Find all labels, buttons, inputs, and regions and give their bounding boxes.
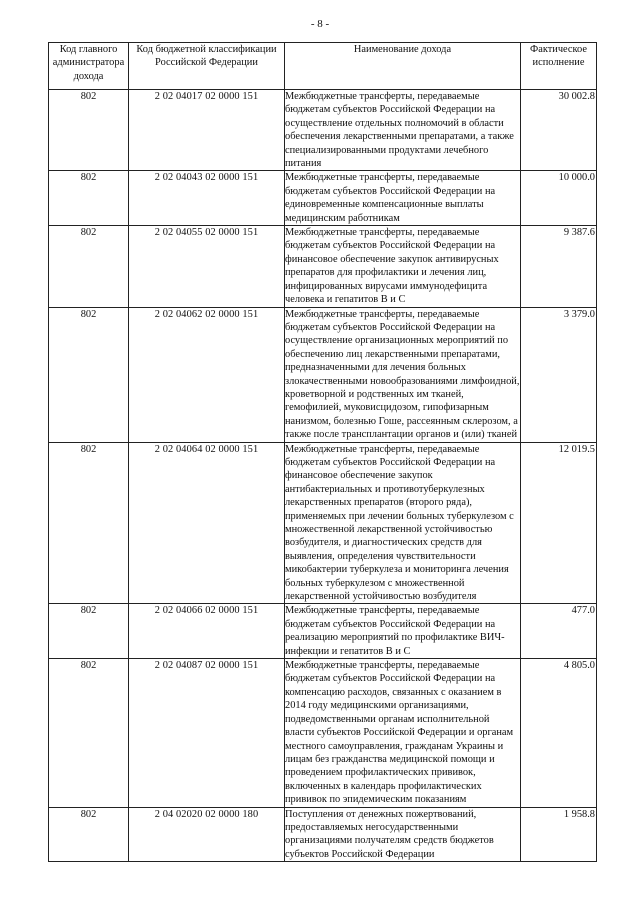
header-kbk-code: Код бюджетной классификации Российской Федерации	[129, 43, 285, 90]
amount-cell	[521, 307, 597, 442]
kbk-code-cell: 2 02 04017 02 0000 151	[129, 90, 285, 171]
amount-value: 477.0	[571, 605, 595, 617]
table-row	[49, 604, 597, 659]
amount-cell	[521, 226, 597, 307]
kbk-code-cell: 2 02 04087 02 0000 151	[129, 659, 285, 807]
admin-code-cell: 802	[49, 226, 129, 307]
admin-code-cell: 802	[49, 442, 129, 604]
amount-cell	[521, 171, 597, 226]
admin-code-cell: 802	[49, 171, 129, 226]
amount-value: 3 379.0	[563, 308, 595, 320]
kbk-code-cell: 2 02 04062 02 0000 151	[129, 307, 285, 442]
amount-cell	[521, 659, 597, 807]
table-row	[49, 171, 597, 226]
revenue-name-cell: Межбюджетные трансферты, передаваемые бюджетам субъектов Российской Федерации на финансовое обеспечение закупок антибактериальных и противотуберкулезных лекарственных препаратов (второго ряда), применяемых при лечении больных туберкулезом с множественной лекарственной устойчивостью возбудителя, и диагностических средств для выявления, определения чувствительности микобактерии туберкулеза и мониторинга лечения больных туберкулезом с множественной лекарственной устойчивостью возбудителя	[285, 442, 521, 604]
table-row	[49, 307, 597, 442]
kbk-code-cell: 2 02 04064 02 0000 151	[129, 442, 285, 604]
admin-code-cell: 802	[49, 807, 129, 862]
amount-value: 10 000.0	[558, 172, 595, 184]
admin-code-cell: 802	[49, 307, 129, 442]
amount-cell	[521, 604, 597, 659]
amount-value: 12 019.5	[558, 443, 595, 455]
revenue-name-cell: Поступления от денежных пожертвований, предоставляемых негосударственными организациями получателям средств бюджетов субъектов Российской Федерации	[285, 807, 521, 862]
revenue-name-cell: Межбюджетные трансферты, передаваемые бюджетам субъектов Российской Федерации на осуществление организационных мероприятий по обеспечению лиц лекарственными препаратами, предназначенными для лечения больных злокачественными новообразованиями лимфоидной, кроветворной и родственных им тканей, гемофилией, муковисцидозом, гипофизарным нанизмом, болезнью Гоше, рассеянным склерозом, а также после трансплантации органов и (или) тканей	[285, 308, 520, 441]
page-number: - 8 -	[310, 18, 330, 30]
table-row	[49, 659, 597, 807]
kbk-code-cell: 2 02 04066 02 0000 151	[129, 604, 285, 659]
revenue-name-cell: Межбюджетные трансферты, передаваемые бюджетам субъектов Российской Федерации на осуществление отдельных полномочий в области обеспечения лекарственными препаратами, а также специализированными продуктами лечебного питания	[285, 90, 521, 171]
revenue-name-cell: Межбюджетные трансферты, передаваемые бюджетам субъектов Российской Федерации на финансовое обеспечение закупок антивирусных препаратов для профилактики и лечения лиц, инфицированных вирусами иммунодефицита человека и гепатитов В и С	[285, 226, 521, 307]
revenue-name-cell: Межбюджетные трансферты, передаваемые бюджетам субъектов Российской Федерации на реализацию мероприятий по профилактике ВИЧ-инфекции и гепатитов В и С	[285, 604, 521, 659]
revenue-table	[48, 42, 597, 862]
amount-cell	[521, 442, 597, 604]
admin-code-cell: 802	[49, 90, 129, 171]
revenue-name-cell: Межбюджетные трансферты, передаваемые бюджетам субъектов Российской Федерации на единовременные компенсационные выплаты медицинским работникам	[285, 171, 521, 226]
amount-value: 1 958.8	[563, 808, 595, 820]
table-row	[49, 226, 597, 307]
revenue-name-cell: Межбюджетные трансферты, передаваемые бюджетам субъектов Российской Федерации на компенсацию расходов, связанных с оказанием в 2014 году медицинскими организациями, подведомственными органам исполнительной власти субъектов Российской Федерации и органам местного самоуправления, гражданам Украины и лицам без гражданства медицинской помощи и проведением профилактических прививок, включенных в календарь профилактических прививок по эпидемическим показаниям	[285, 659, 521, 807]
amount-value: 9 387.6	[563, 227, 595, 239]
kbk-code-cell: 2 04 02020 02 0000 180	[129, 807, 285, 862]
amount-cell	[521, 807, 597, 862]
table-row	[49, 807, 597, 862]
header-actual-amount: Фактическое исполнение	[521, 43, 597, 90]
amount-value: 30 002.8	[558, 91, 595, 102]
admin-code-cell: 802	[49, 604, 129, 659]
table-row	[49, 90, 597, 171]
amount-value: 4 805.0	[563, 660, 595, 672]
table-header-row	[49, 43, 597, 90]
kbk-code-cell: 2 02 04043 02 0000 151	[129, 171, 285, 226]
header-admin-code: Код главного администратора дохода	[49, 43, 129, 90]
header-revenue-name: Наименование дохода	[285, 43, 521, 90]
table-row	[49, 442, 597, 604]
amount-cell	[521, 90, 597, 171]
kbk-code-cell: 2 02 04055 02 0000 151	[129, 226, 285, 307]
admin-code-cell: 802	[49, 659, 129, 807]
